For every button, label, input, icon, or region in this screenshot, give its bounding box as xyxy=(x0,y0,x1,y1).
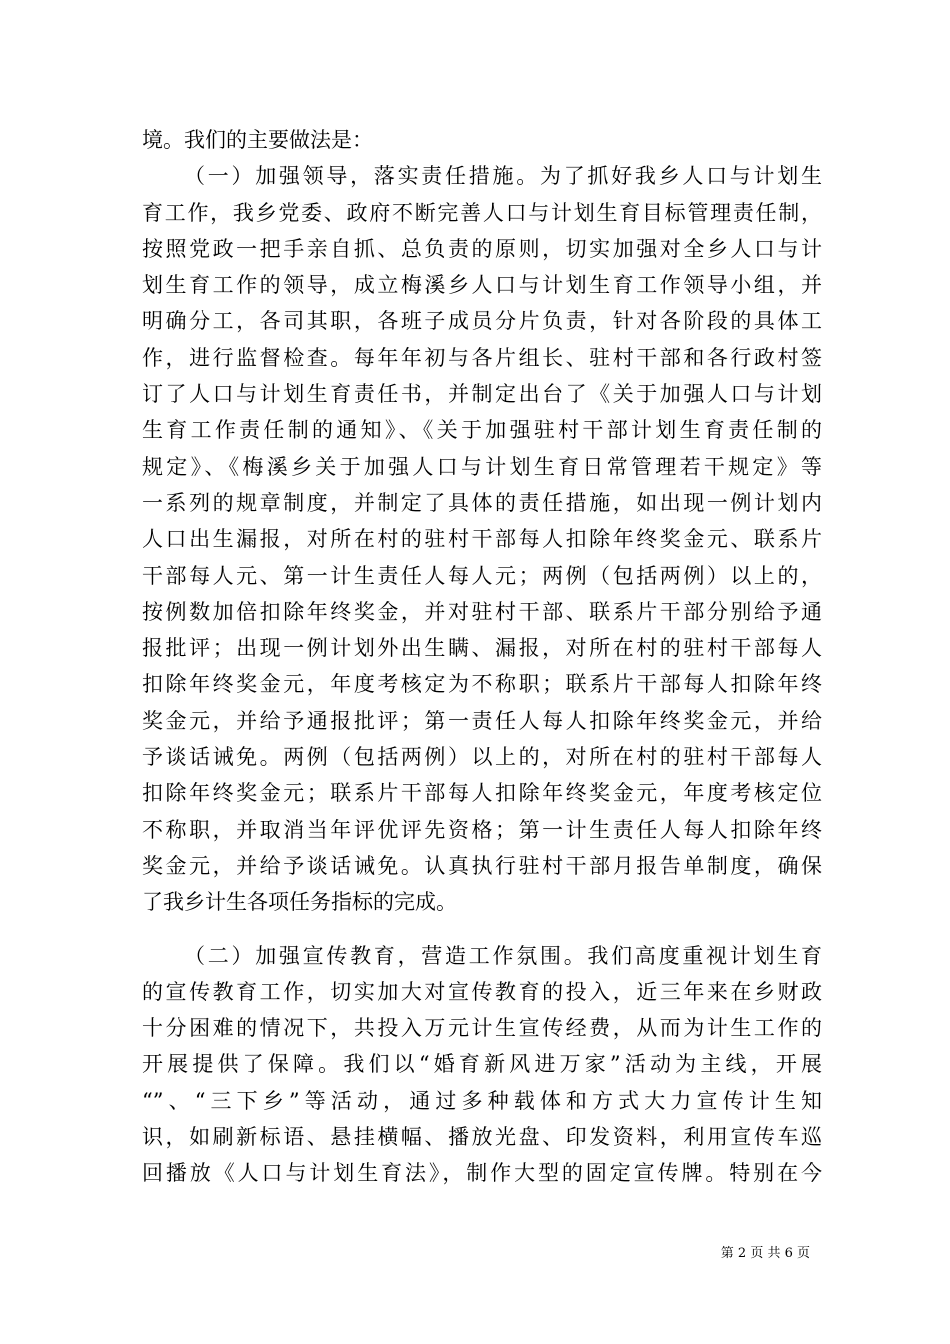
text-line: 按例数加倍扣除年终奖金，并对驻村干部、联系片干部分别给予通 xyxy=(142,599,822,624)
text-line: （二）加强宣传教育，营造工作氛围。我们高度重视计划生育 xyxy=(184,943,822,968)
text-line: （一）加强领导，落实责任措施。为了抓好我乡人口与计划生 xyxy=(184,164,822,189)
text-line: 育工作，我乡党委、政府不断完善人口与计划生育目标管理责任制， xyxy=(142,200,822,225)
text-line: 予谈话诫免。两例（包括两例）以上的，对所在村的驻村干部每人 xyxy=(142,745,822,770)
document-body xyxy=(142,122,822,1192)
text-line: 按照党政一把手亲自抓、总负责的原则，切实加强对全乡人口与计 xyxy=(142,236,822,261)
text-line: 奖金元，并给予通报批评；第一责任人每人扣除年终奖金元，并给 xyxy=(142,708,822,733)
page-number-footer: 第 2 页 共 6 页 xyxy=(720,1246,810,1261)
paragraph-2 xyxy=(142,938,822,1192)
text-line: 识，如刷新标语、悬挂横幅、播放光盘、印发资料，利用宣传车巡 xyxy=(142,1125,822,1150)
paragraph-gap xyxy=(142,921,822,938)
text-line: 十分困难的情况下，共投入万元计生宣传经费，从而为计生工作的 xyxy=(142,1016,822,1041)
text-line: 开展提供了保障。我们以“婚育新风进万家”活动为主线，开展 xyxy=(142,1052,822,1077)
text-line: 明确分工，各司其职，各班子成员分片负责，针对各阶段的具体工 xyxy=(142,309,822,334)
text-line: 的宣传教育工作，切实加大对宣传教育的投入，近三年来在乡财政 xyxy=(142,979,822,1004)
text-line: 境。我们的主要做法是： xyxy=(142,128,373,152)
text-line: 规定》、《梅溪乡关于加强人口与计划生育日常管理若干规定》等 xyxy=(142,454,822,479)
text-line: 人口出生漏报，对所在村的驻村干部每人扣除年终奖金元、联系片 xyxy=(142,527,822,552)
text-line: 了我乡计生各项任务指标的完成。 xyxy=(142,890,457,915)
text-line: “”、“三下乡”等活动，通过多种载体和方式大力宣传计生知 xyxy=(142,1088,822,1113)
paragraph-1 xyxy=(142,158,822,920)
text-line: 一系列的规章制度，并制定了具体的责任措施，如出现一例计划内 xyxy=(142,490,822,515)
text-line: 报批评；出现一例计划外出生瞒、漏报，对所在村的驻村干部每人 xyxy=(142,636,822,661)
text-line: 生育工作责任制的通知》、《关于加强驻村干部计划生育责任制的 xyxy=(142,418,822,443)
text-line: 订了人口与计划生育责任书，并制定出台了《关于加强人口与计划 xyxy=(142,382,822,407)
text-line: 回播放《人口与计划生育法》，制作大型的固定宣传牌。特别在今 xyxy=(142,1161,822,1186)
text-line: 不称职，并取消当年评优评先资格；第一计生责任人每人扣除年终 xyxy=(142,817,822,842)
text-line: 奖金元，并给予谈话诫免。认真执行驻村干部月报告单制度，确保 xyxy=(142,853,822,878)
text-line: 干部每人元、第一计生责任人每人元；两例（包括两例）以上的， xyxy=(142,563,822,588)
text-line: 扣除年终奖金元；联系片干部每人扣除年终奖金元，年度考核定位 xyxy=(142,781,822,806)
text-line: 扣除年终奖金元，年度考核定为不称职；联系片干部每人扣除年终 xyxy=(142,672,822,697)
text-line: 作，进行监督检查。每年年初与各片组长、驻村干部和各行政村签 xyxy=(142,345,822,370)
text-line: 划生育工作的领导，成立梅溪乡人口与计划生育工作领导小组，并 xyxy=(142,273,822,298)
